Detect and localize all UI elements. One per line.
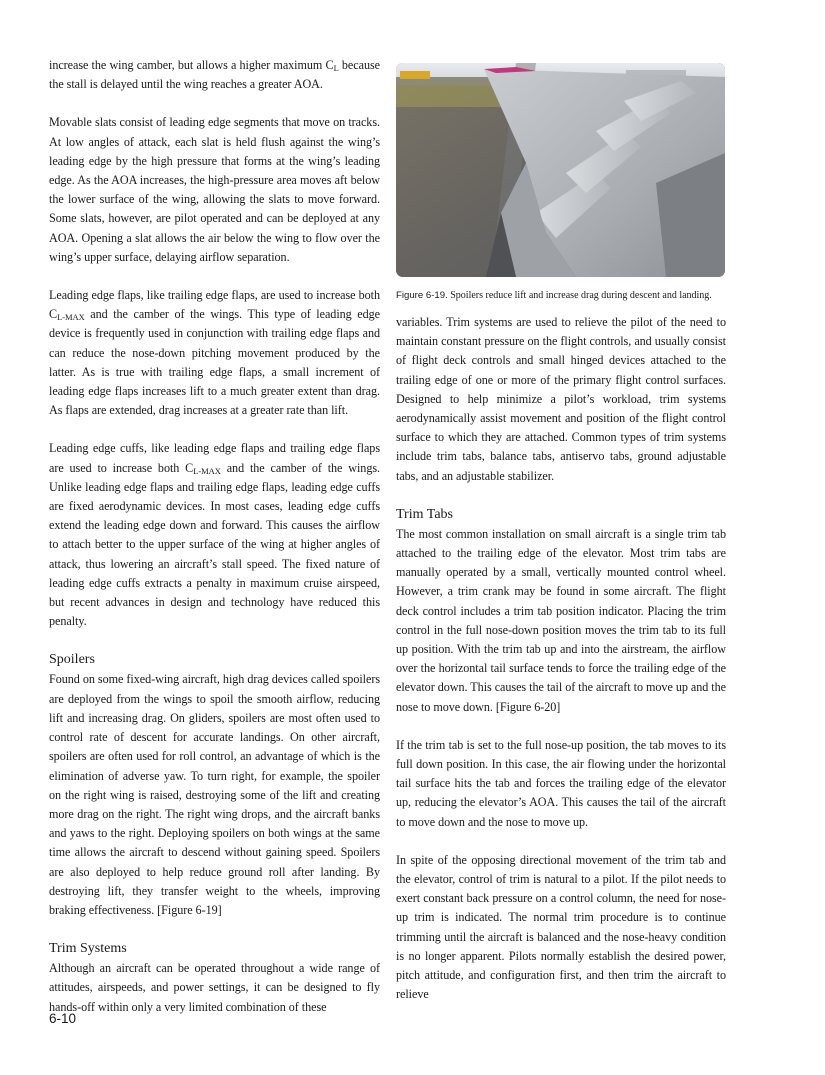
page-number: 6-10	[49, 1011, 77, 1026]
paragraph-leading-edge-flaps: Leading edge flaps, like trailing edge flaps, are used to increase both $C_{L-MAX}$ and the camber of the wings. This type of leading edge device is frequently used in conjunction with trailing edge flaps and can reduce the nose-down pitching movement produced by the latter. As is true with trailing edge flaps, a small increment of leading edge flaps increases lift to a much greater extent than drag. As flaps are extended, drag increases at a greater rate than lift.	[49, 288, 380, 418]
section-heading-trim-tabs: Trim Tabs	[396, 506, 453, 522]
figure-caption: Figure 6-19. Spoilers reduce lift and increase drag during descent and landing.	[396, 290, 712, 301]
paragraph-spoilers: Found on some fixed-wing aircraft, high drag devices called spoilers are deployed from the wings to spoil the smooth airflow, reducing lift and increasing drag. On gliders, spoilers are most often used to control rate of descent for accurate landings. On other aircraft, spoilers are often used for roll control, an advantage of which is the elimination of adverse yaw. To turn right, for example, the spoiler on the right wing is raised, destroying some of the lift and creating more drag on the right. The right wing drops, and the aircraft banks and yaws to the right. Deploying spoilers on both wings at the same time allows the aircraft to descend without gaining speed. Spoilers are also deployed to help reduce ground roll after landing. By destroying lift, they transfer weight to the wheels, improving braking effectiveness. [Figure 6-19]	[49, 672, 380, 917]
figure-label: Figure 6-19.	[396, 290, 448, 301]
paragraph-movable-slats: Movable slats consist of leading edge segments that move on tracks. At low angles of attack, each slat is held flush against the wing’s leading edge by the high pressure that forms at the wing’s leading edge. As the AOA increases, the high-pressure area moves aft below the lower surface of the wing, allowing the slats to move forward. Some slats, however, are pilot operated and can be deployed at any AOA. Opening a slat allows the air below the wing to flow over the wing’s upper surface, delaying airflow separation.	[49, 115, 380, 264]
right-column	[396, 56, 726, 1005]
section-heading-spoilers: Spoilers	[49, 652, 95, 668]
wing-spoilers-illustration	[396, 63, 725, 277]
section-heading-trim-systems: Trim Systems	[49, 941, 127, 957]
paragraph-nose-up-trim: If the trim tab is set to the full nose-up position, the tab moves to its full down position. In this case, the air flowing under the horizontal tail surface hits the tab and forces the trailing edge of the elevator up, reducing the elevator’s AOA. This causes the tail of the aircraft to move down and the nose to move up.	[396, 737, 726, 829]
paragraph-trim-procedure: In spite of the opposing directional movement of the trim tab and the elevator, control of trim is natural to a pilot. If the pilot needs to exert constant back pressure on a control column, the need for nose-up trim is indicated. The normal trim procedure is to continue trimming until the aircraft is balanced and the nose-heavy condition is no longer apparent. Pilots normally establish the desired power, pitch attitude, and configuration first, and then trim the aircraft to relieve	[396, 852, 726, 1002]
paragraph-leading-edge-cuffs: Leading edge cuffs, like leading edge flaps and trailing edge flaps are used to increase both $C_{L-MAX}$ and the camber of the wings. Unlike leading edge flaps and trailing edge flaps, leading edge cuffs are fixed aerodynamic devices. In most cases, leading edge cuffs extend the leading edge down and forward. This causes the airflow to attach better to the upper surface of the wing at higher angles of attack, thus lowering an aircraft’s stall speed. The fixed nature of leading edge cuffs extracts a penalty in maximum cruise airspeed, but recent advances in design and technology have reduced this penalty.	[49, 441, 380, 629]
figure-spoilers-photo	[396, 63, 725, 277]
paragraph-wing-camber: increase the wing camber, but allows a higher maximum $C_L$ because the stall is delayed until the wing reaches a greater AOA.	[49, 58, 380, 92]
paragraph-trim-tabs: The most common installation on small aircraft is a single trim tab attached to the trailing edge of the elevator. Most trim tabs are manually operated by a small, vertically mounted control wheel. However, a trim crank may be found in some aircraft. The flight deck control includes a trim tab position indicator. Placing the trim control in the full nose-down position moves the trim tab to its full up position. With the trim tab up and into the airstream, the airflow over the horizontal tail surface tends to force the trailing edge of the elevator down. This causes the tail of the aircraft to move up and the nose to move down. [Figure 6-20]	[396, 526, 726, 714]
paragraph-trim-systems-intro: Although an aircraft can be operated throughout a wide range of attitudes, airspeeds, and power settings, it can be designed to fly hands-off within only a very limited combination of these	[49, 961, 380, 1014]
paragraph-trim-systems-cont: variables. Trim systems are used to relieve the pilot of the need to maintain constant pressure on the flight controls, and usually consist of flight deck controls and small hinged devices attached to the trailing edge of one or more of the primary flight control surfaces. Designed to help minimize a pilot’s workload, trim systems aerodynamically assist movement and position of the flight control surface to which they are attached. Common types of trim systems include trim tabs, balance tabs, antiservo tabs, ground adjustable tabs, and an adjustable stabilizer.	[396, 315, 726, 483]
left-column	[49, 56, 380, 1017]
